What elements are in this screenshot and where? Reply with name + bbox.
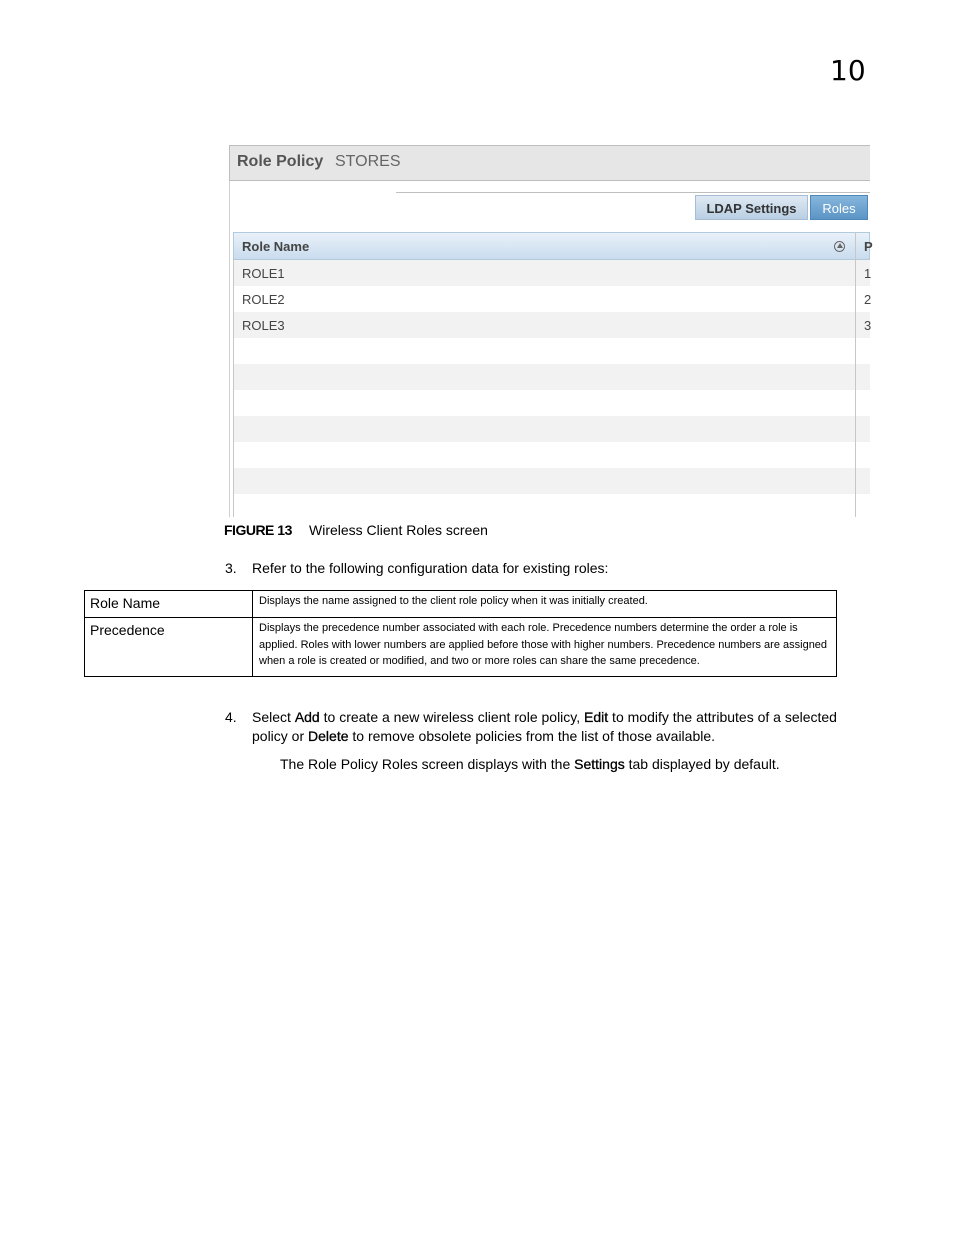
step-text-segment: to modify the attributes of a selected [608,709,837,725]
table-key: Precedence [85,618,253,677]
precedence-cell: 2 [864,292,872,307]
step-text-segment: Select [252,709,295,725]
settings-keyword: Settings [574,756,625,772]
edit-keyword: Edit [584,709,609,725]
figure-caption [224,522,488,538]
step-text-segment: to remove obsolete policies from the list of those available. [348,728,716,744]
screenshot-border [229,181,230,517]
step-text-segment: policy or [252,728,309,744]
empty-row [234,364,870,390]
empty-row [234,468,870,494]
screenshot-header [229,145,870,181]
empty-row [234,338,870,364]
role-name-cell: ROLE3 [242,318,285,333]
config-table [84,590,837,677]
delete-keyword: Delete [308,728,349,744]
roles-grid [233,232,873,517]
empty-row [234,416,870,442]
column-header-precedence[interactable]: P [864,239,873,254]
step-text: Refer to the following configuration data for existing roles: [252,560,609,576]
step-text-segment: to create a new wireless client role policy, [319,709,585,725]
role-policy-screenshot [229,145,873,517]
tab-ldap-settings[interactable]: LDAP Settings [695,195,808,220]
role-name-cell: ROLE2 [242,292,285,307]
precedence-cell: 1 [864,266,872,281]
note-segment: tab displayed by default. [624,756,780,772]
note-segment: The Role Policy Roles screen displays with the [280,756,575,772]
precedence-cell: 3 [864,318,872,333]
grid-header[interactable] [233,232,873,260]
column-header-role-name[interactable]: Role Name [242,239,310,254]
tab-roles[interactable]: Roles [810,195,868,220]
add-keyword: Add [294,709,320,725]
tab-bar-line [396,192,870,193]
table-value: Displays the precedence number associated with each role. Precedence numbers determine the order a role is applied. Roles with lower numbers are applied before those with higher numbers. Precedence numbers are assigned when a role is created or modified, and two or more roles can share the same precedence. [253,618,837,677]
step-number: 4. [225,709,237,725]
figure-caption-text: Wireless Client Roles screen [309,522,488,538]
step-text [252,708,872,746]
table-row [85,591,837,618]
table-key: Role Name [85,591,253,618]
table-row[interactable] [234,312,870,338]
table-row[interactable] [234,260,870,286]
screenshot-subtitle: STORES [335,153,401,170]
role-name-cell: ROLE1 [242,266,285,281]
step-number: 3. [225,560,237,576]
empty-row [234,442,870,468]
chapter-number: 10 [830,54,866,87]
empty-row [234,390,870,416]
table-value: Displays the name assigned to the client role policy when it was initially created. [253,591,837,618]
screenshot-title: Role Policy [237,153,324,170]
figure-label: FIGURE 13 [224,522,292,538]
sort-ascending-icon[interactable] [834,241,845,252]
table-row [85,618,837,677]
column-divider [855,232,856,517]
note-text [280,755,780,774]
table-row[interactable] [234,286,870,312]
